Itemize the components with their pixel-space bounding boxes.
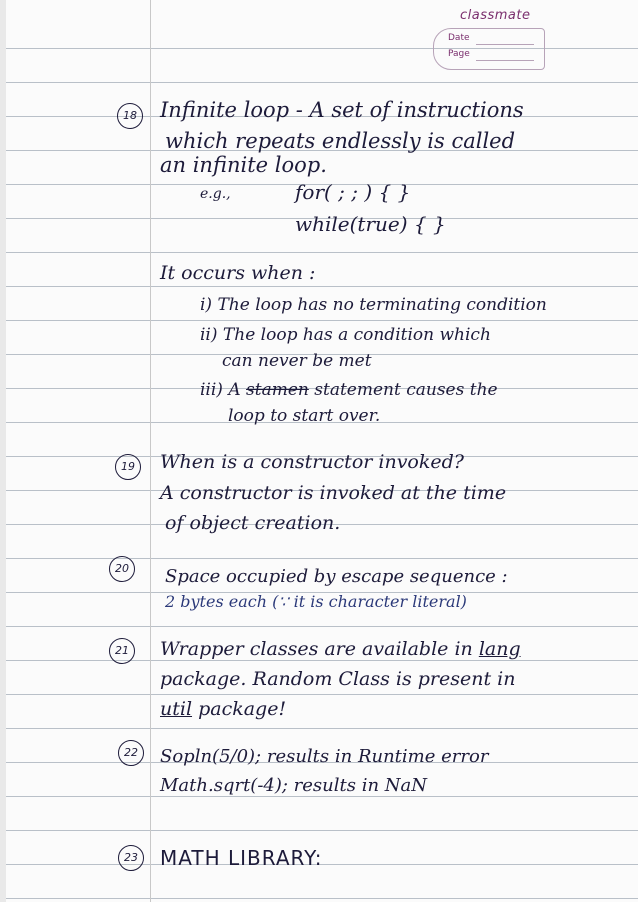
item18-case3 bbox=[200, 380, 498, 400]
item21-line1 bbox=[160, 638, 521, 660]
item18-case3-prefix: iii) A bbox=[200, 380, 241, 400]
item21-line3 bbox=[160, 698, 286, 720]
item18-occurs-heading: It occurs when : bbox=[160, 262, 316, 284]
date-label: Date bbox=[448, 33, 470, 43]
item21-lang-underlined: lang bbox=[478, 638, 521, 660]
item19-question: When is a constructor invoked? bbox=[160, 451, 464, 473]
item18-case2: ii) The loop has a condition which bbox=[200, 325, 491, 345]
item-number-20: 20 bbox=[109, 556, 135, 582]
page-edge bbox=[0, 0, 6, 902]
item18-line1: Infinite loop - A set of instructions bbox=[160, 98, 524, 122]
item-number-19: 19 bbox=[115, 454, 141, 480]
item23-title: MATH LIBRARY: bbox=[160, 846, 323, 870]
item18-case3-rest: statement causes the bbox=[314, 380, 498, 400]
item21-line2: package. Random Class is present in bbox=[160, 668, 516, 690]
item-number-18: 18 bbox=[117, 103, 143, 129]
page-label: Page bbox=[448, 49, 470, 59]
item-number-22: 22 bbox=[118, 740, 144, 766]
item-number-21: 21 bbox=[109, 638, 135, 664]
item21-line3-text: package! bbox=[198, 698, 287, 720]
item18-case3-cont: loop to start over. bbox=[228, 406, 381, 426]
item19-answer-line2: of object creation. bbox=[165, 512, 341, 534]
date-line bbox=[476, 44, 534, 45]
item19-answer-line1: A constructor is invoked at the time bbox=[160, 482, 507, 504]
item18-line2: which repeats endlessly is called bbox=[165, 129, 516, 153]
item22-line1: Sopln(5/0); results in Runtime error bbox=[160, 746, 489, 767]
item18-line3: an infinite loop. bbox=[160, 153, 327, 177]
item21-util-underlined: util bbox=[160, 698, 193, 720]
item-number-23: 23 bbox=[118, 845, 144, 871]
item20-question: Space occupied by escape sequence : bbox=[165, 566, 508, 587]
margin-line bbox=[150, 0, 151, 902]
item21-line1-text: Wrapper classes are available in bbox=[160, 638, 473, 660]
brand-logo: classmate bbox=[460, 8, 531, 23]
item18-case2-cont: can never be met bbox=[222, 351, 372, 371]
page-line bbox=[476, 60, 534, 61]
item18-code-while: while(true) { } bbox=[295, 212, 446, 236]
item22-line2: Math.sqrt(-4); results in NaN bbox=[160, 775, 428, 796]
item18-case3-struck-word: stamen bbox=[246, 380, 309, 400]
date-page-box bbox=[433, 28, 545, 70]
item18-eg: e.g., bbox=[200, 186, 231, 202]
item18-case1: i) The loop has no terminating condition bbox=[200, 295, 547, 315]
item20-answer: 2 bytes each (∵ it is character literal) bbox=[165, 592, 467, 611]
item18-code-for: for( ; ; ) { } bbox=[295, 180, 411, 204]
